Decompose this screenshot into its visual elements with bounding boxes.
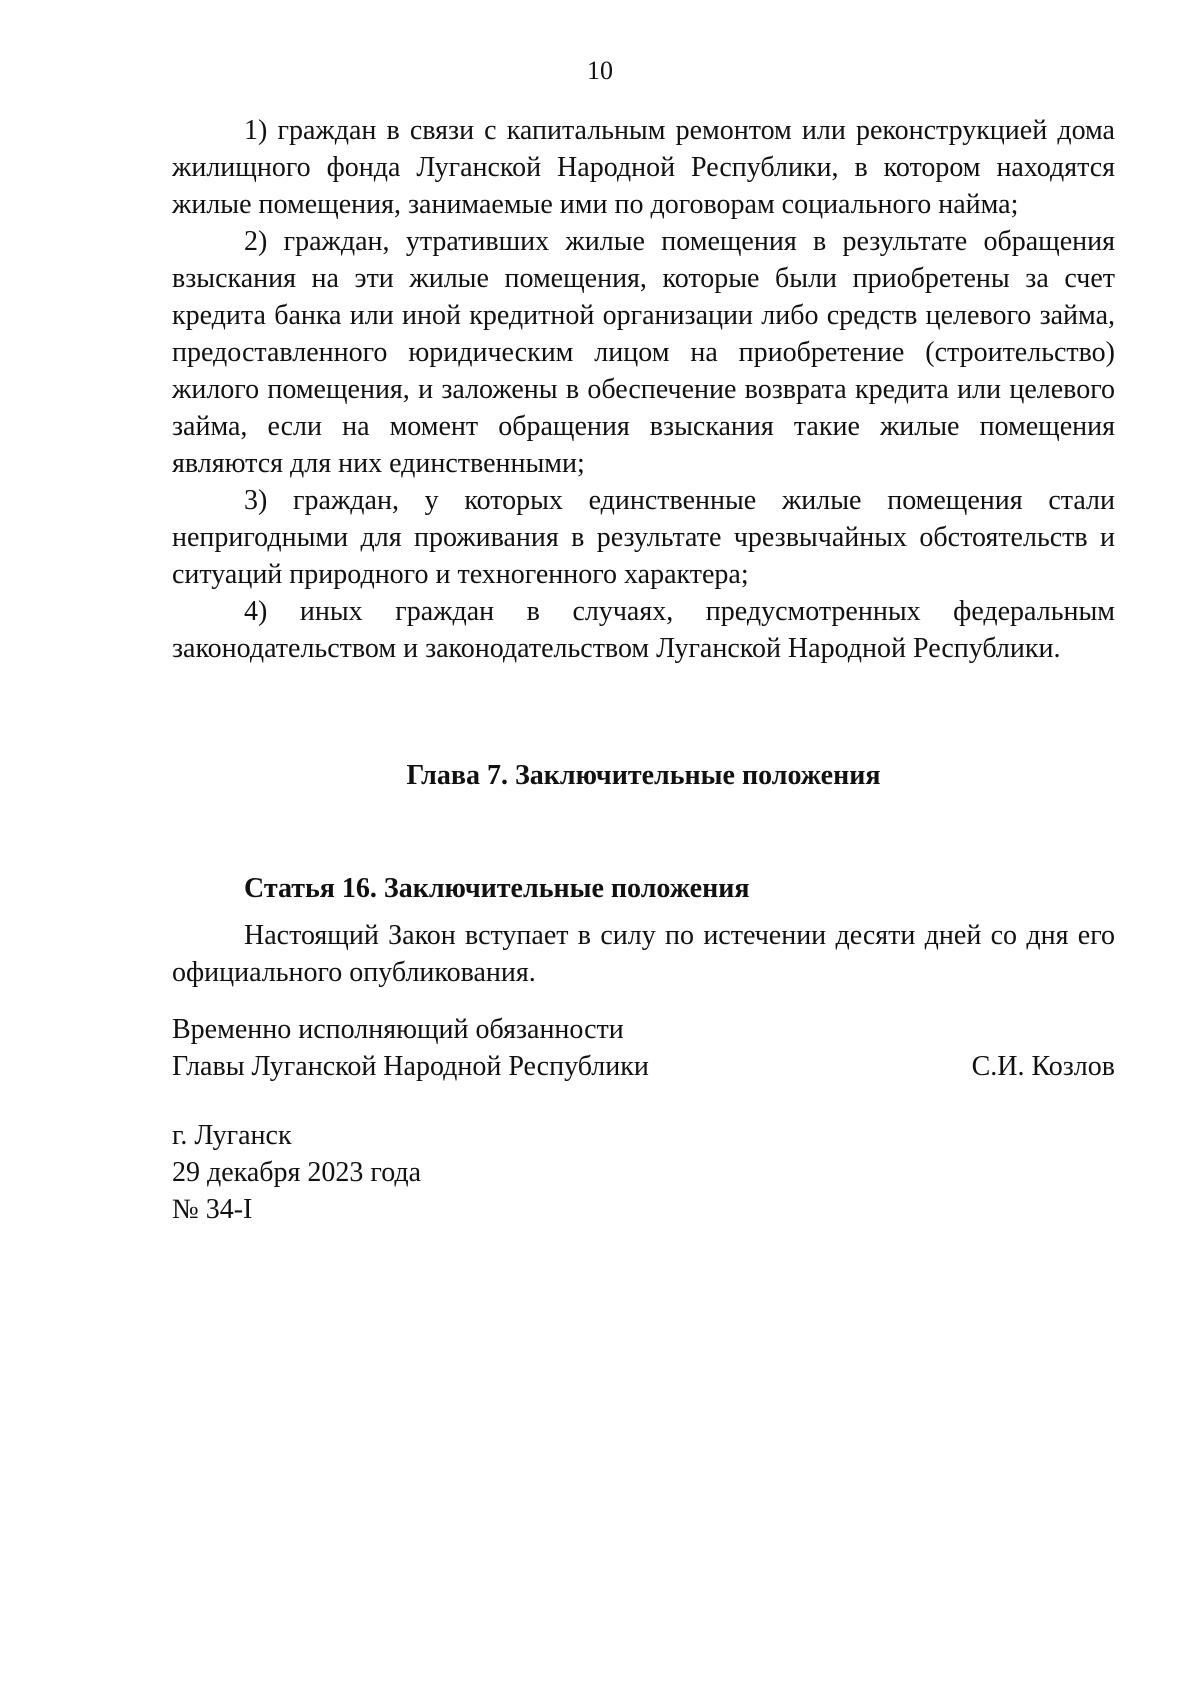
date: 29 декабря 2023 года (172, 1157, 422, 1188)
law-number: № 34-I (172, 1194, 253, 1225)
signer-title-line-1: Временно исполняющий обязанности (172, 1014, 624, 1045)
place-date-block (172, 1117, 1115, 1228)
list-item-1: 1) граждан в связи с капитальным ремонтом или реконструкцией дома жилищного фонда Луганской Народной Республики, в котором находятся жилые помещения, занимаемые ими по договорам социального найма; (172, 115, 1115, 220)
article-heading: Статья 16. Заключительные положения (244, 873, 750, 904)
place: г. Луганск (172, 1120, 292, 1151)
page-number: 10 (587, 56, 613, 85)
chapter-heading: Глава 7. Заключительные положения (406, 760, 881, 791)
list-item-4: 4) иных граждан в случаях, предусмотренных федеральным законодательством и законодательством Луганской Народной Республики. (172, 596, 1115, 664)
list-item-2: 2) граждан, утративших жилые помещения в результате обращения взыскания на эти жилые помещения, которые были приобретены за счет кредита банка или иной кредитной организации либо средств целевого займа, предоставленного юридическим лицом на приобретение (строительство) жилого помещения, и заложены в обеспечение возврата кредита или целевого займа, если на момент обращения взыскания такие жилые помещения являются для них единственными; (172, 226, 1115, 479)
list-item-3: 3) граждан, у которых единственные жилые помещения стали непригодными для проживания в результате чрезвычайных обстоятельств и ситуаций природного и техногенного характера; (172, 485, 1115, 590)
document-body (172, 112, 1115, 1228)
signer-title-line-2: Главы Луганской Народной Республики (172, 1051, 649, 1082)
signature-block (172, 1011, 1115, 1085)
article-text: Настоящий Закон вступает в силу по истечении десяти дней со дня его официального опубликования. (172, 920, 1115, 988)
signer-name: С.И. Козлов (971, 1051, 1115, 1082)
